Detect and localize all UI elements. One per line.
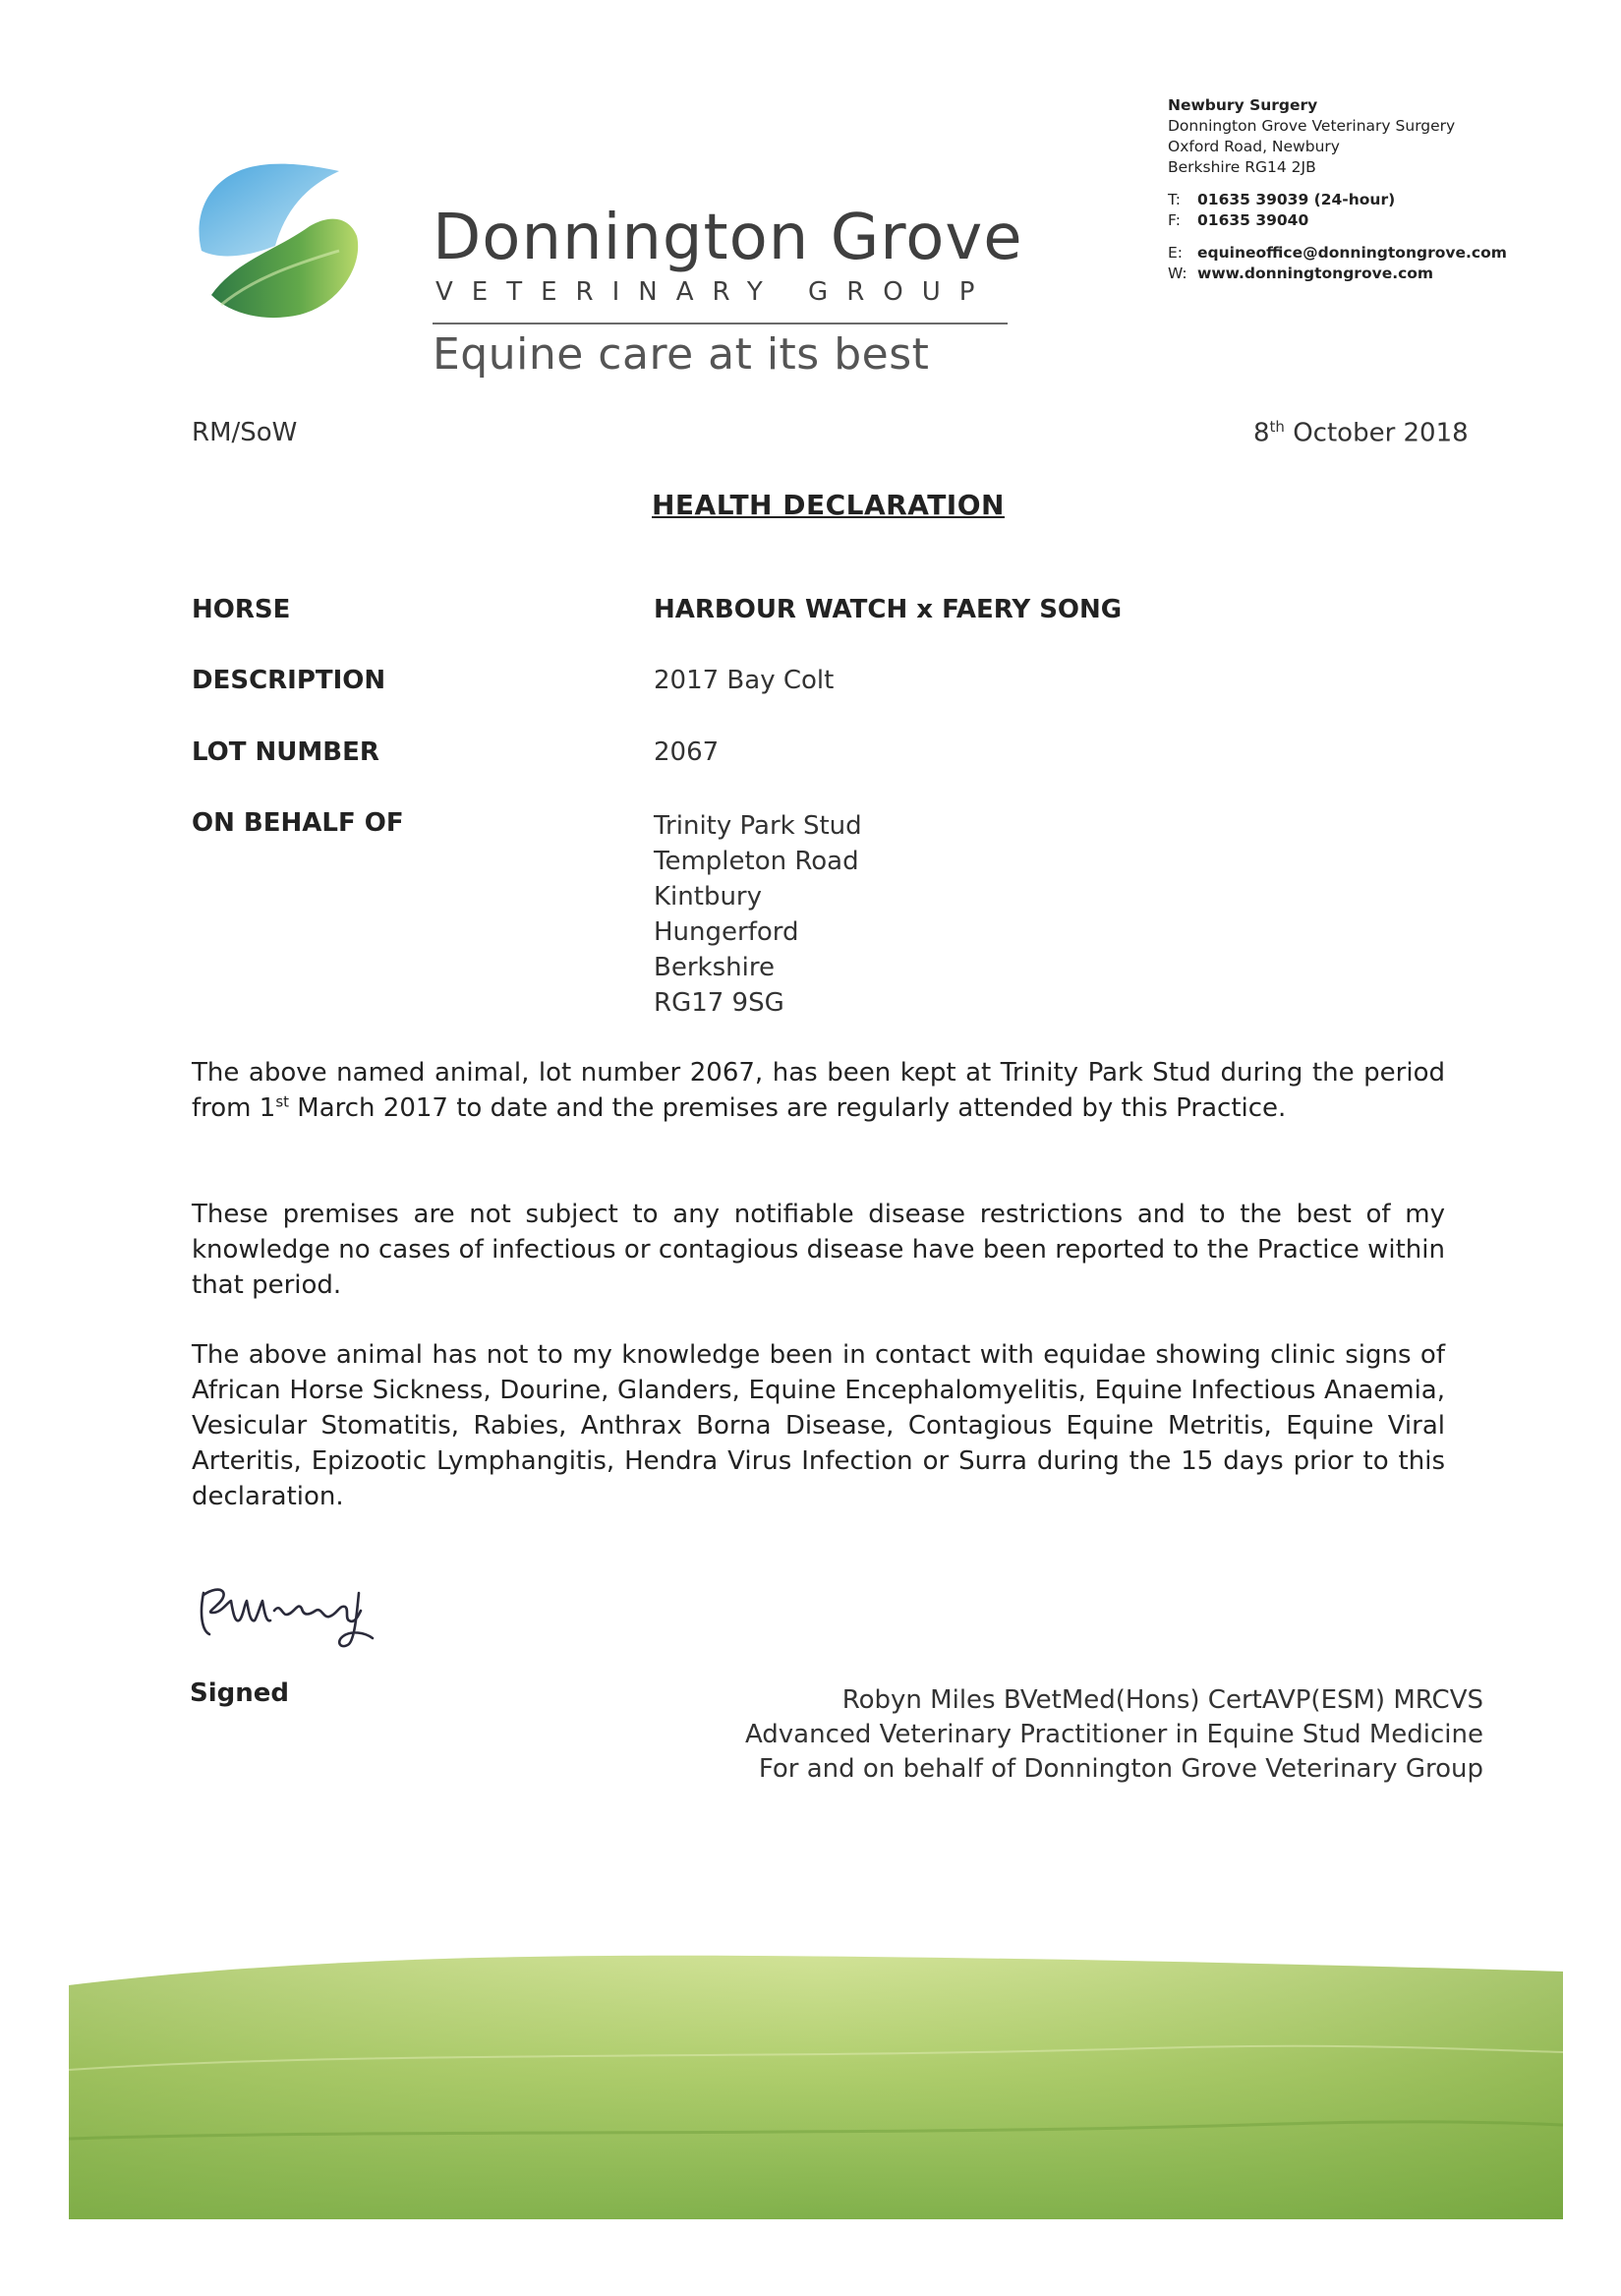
letter-reference: RM/SoW — [192, 418, 298, 447]
website: W: www.donningtongrove.com — [1168, 265, 1434, 282]
on-behalf-of-label: ON BEHALF OF — [192, 808, 404, 838]
paragraph-contact-declaration: The above animal has not to my knowledge been in contact with equidae showing clinic signs of African Horse Sickness, Dourine, Glanders, Equine Encephalomyelitis, Equine Infectious Anaemia, Vesicular Stomatitis, Rabies, Anthrax Borna Disease, Contagious Equine Metritis, Equine Viral Arteritis, Epizootic Lymphangitis, Hendra Virus Infection or Surra during the 15 days prior to this declaration. — [192, 1340, 1445, 1511]
signed-label: Signed — [190, 1678, 290, 1708]
owner-address-line: Templeton Road — [654, 847, 859, 876]
surgery-name: Newbury Surgery — [1168, 96, 1318, 114]
handwritten-signature — [192, 1554, 408, 1652]
horse-value: HARBOUR WATCH x FAERY SONG — [654, 595, 1123, 624]
practice-address — [1168, 95, 1600, 284]
signatory-name: Robyn Miles BVetMed(Hons) CertAVP(ESM) MRCVS — [841, 1685, 1483, 1715]
description-label: DESCRIPTION — [192, 666, 386, 695]
address-line: Oxford Road, Newbury — [1168, 138, 1340, 155]
brand-subtitle: VETERINARY GROUP — [435, 277, 994, 307]
signatory-organisation: For and on behalf of Donnington Grove Veterinary Group — [758, 1754, 1483, 1784]
signatory-role: Advanced Veterinary Practitioner in Equine Stud Medicine — [744, 1720, 1483, 1749]
letter-date: 8th October 2018 — [1253, 418, 1469, 448]
paragraph-disease-restrictions: These premises are not subject to any notifiable disease restrictions and to the best of my knowledge no cases of infectious or contagious disease have been reported to the Practice within that period. — [192, 1200, 1445, 1300]
owner-address-line: Trinity Park Stud — [654, 811, 862, 841]
paragraph-premises-history: The above named animal, lot number 2067, has been kept at Trinity Park Stud during the period from 1st March 2017 to date and the premises are regularly attended by this Practice. — [192, 1058, 1445, 1123]
fax: F: 01635 39040 — [1168, 211, 1309, 229]
email: E: equineoffice@donningtongrove.com — [1168, 244, 1507, 262]
lot-number-label: LOT NUMBER — [192, 737, 379, 767]
document-title: HEALTH DECLARATION — [652, 489, 1005, 521]
donnington-grove-logo-icon — [192, 157, 364, 324]
brand-divider — [433, 323, 1008, 324]
telephone: T: 01635 39039 (24-hour) — [1168, 191, 1396, 208]
owner-address-line: Hungerford — [654, 917, 799, 947]
brand-tagline: Equine care at its best — [433, 329, 930, 380]
horse-label: HORSE — [192, 595, 291, 624]
address-line: Berkshire RG14 2JB — [1168, 158, 1316, 176]
description-value: 2017 Bay Colt — [654, 666, 835, 695]
owner-address-line: RG17 9SG — [654, 988, 784, 1018]
brand-name: Donnington Grove — [433, 202, 1023, 274]
signatory-block — [599, 1683, 1483, 1787]
address-line: Donnington Grove Veterinary Surgery — [1168, 117, 1456, 135]
owner-address-line: Berkshire — [654, 953, 775, 982]
owner-address-line: Kintbury — [654, 882, 763, 912]
lot-number-value: 2067 — [654, 737, 720, 767]
owner-address — [654, 808, 862, 1021]
green-footer-band — [69, 1942, 1563, 2219]
